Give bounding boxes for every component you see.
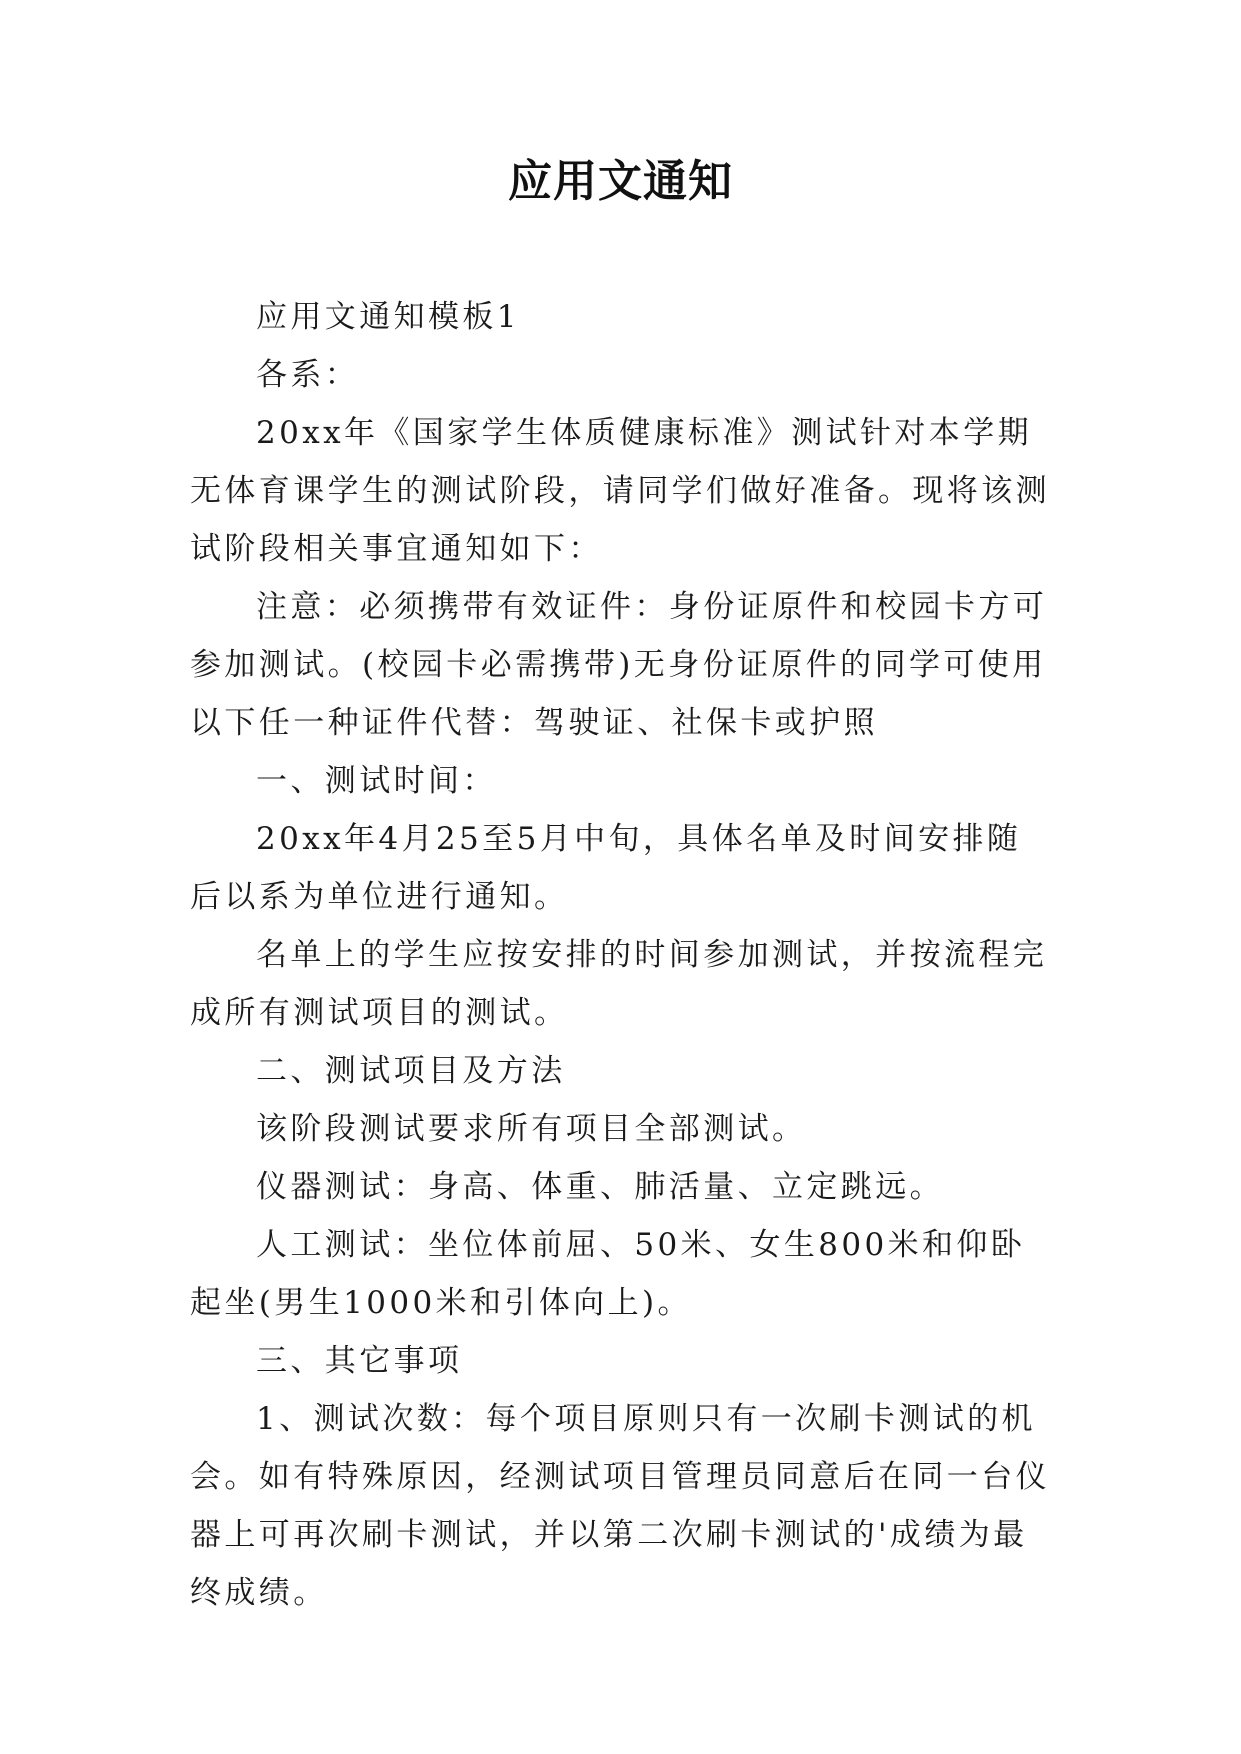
section-heading-items: 二、测试项目及方法 <box>256 1053 566 1089</box>
paragraph-list-instructions: 名单上的学生应按安排的时间参加测试，并按流程完成所有测试项目的测试。 <box>190 937 1048 1031</box>
section-heading-time: 一、测试时间： <box>256 763 497 799</box>
paragraph-test-count: 1、测试次数：每个项目原则只有一次刷卡测试的机会。如有特殊原因，经测试项目管理员同意后在同一台仪器上可再次刷卡测试，并以第二次刷卡测试的'成绩为最终成绩。 <box>190 1401 1050 1611</box>
paragraph-manual-tests: 人工测试：坐位体前屈、50米、女生800米和仰卧起坐(男生1000米和引体向上)。 <box>190 1227 1026 1321</box>
section-heading-other: 三、其它事项 <box>256 1343 463 1379</box>
paragraph-template-heading: 应用文通知模板1 <box>256 299 520 335</box>
paragraph-all-items: 该阶段测试要求所有项目全部测试。 <box>256 1111 807 1147</box>
paragraph-instrument-tests: 仪器测试：身高、体重、肺活量、立定跳远。 <box>256 1169 944 1205</box>
paragraph-salutation: 各系： <box>256 357 360 393</box>
document-title: 应用文通知 <box>508 156 733 207</box>
document-body <box>190 288 1050 1622</box>
paragraph-notice: 注意：必须携带有效证件：身份证原件和校园卡方可参加测试。(校园卡必需携带)无身份证原件的同学可使用以下任一种证件代替：驾驶证、社保卡或护照 <box>190 589 1048 741</box>
paragraph-intro: 20xx年《国家学生体质健康标准》测试针对本学期无体育课学生的测试阶段，请同学们做好准备。现将该测试阶段相关事宜通知如下： <box>190 415 1050 567</box>
paragraph-time-detail: 20xx年4月25至5月中旬，具体名单及时间安排随后以系为单位进行通知。 <box>190 821 1022 915</box>
